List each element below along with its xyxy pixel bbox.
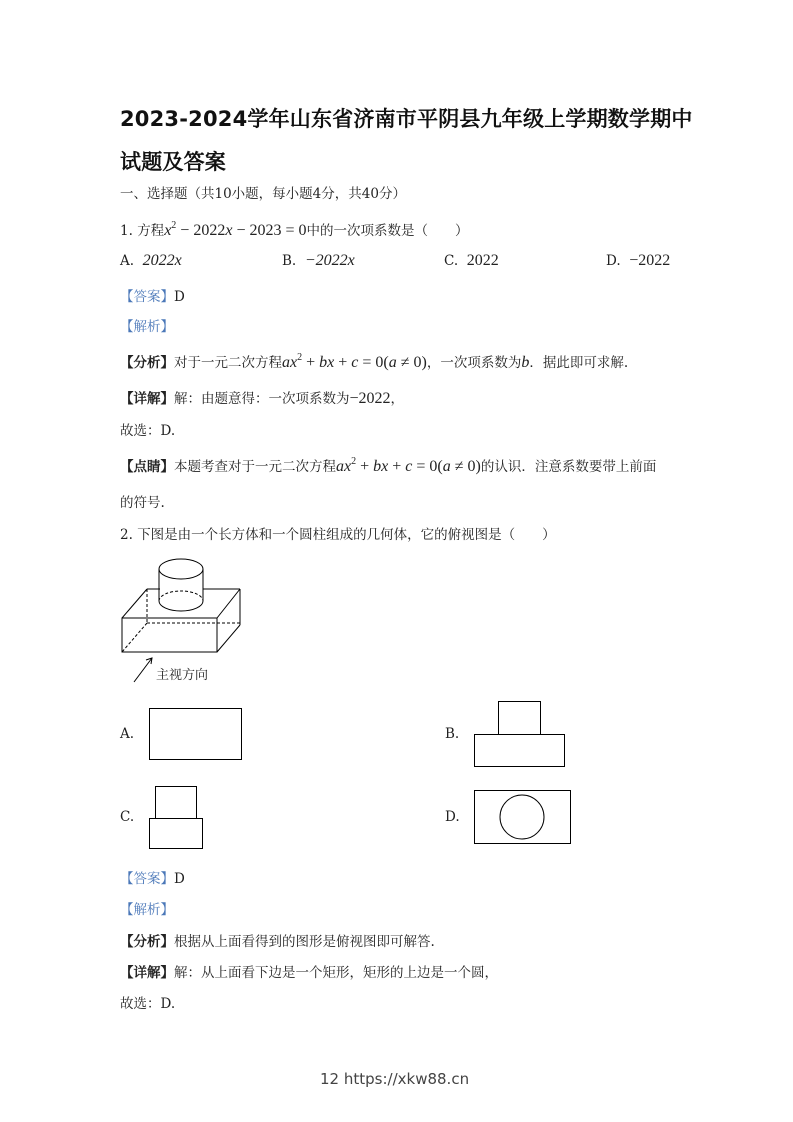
answer-1: 【答案】D bbox=[120, 289, 185, 305]
option-d-figure bbox=[474, 790, 572, 845]
fenxi-2: 【分析】根据从上面看得到的图形是俯视图即可解答. bbox=[120, 934, 435, 950]
doc-title-line2: 试题及答案 bbox=[120, 150, 226, 174]
answer-2: 【答案】D bbox=[120, 871, 185, 887]
option-a-label: A. bbox=[120, 726, 135, 742]
dianjing-1: 【点睛】本题考查对于一元二次方程$ax^2$ + bx + c = 0(a ≠ 0)的认识．注意系数要带上前面 bbox=[120, 456, 657, 475]
question-number: 1. bbox=[120, 223, 133, 239]
option-d-label: D. bbox=[445, 809, 460, 825]
analysis-label-1: 【解析】 bbox=[120, 319, 174, 335]
question-1-stem: 1. 方程$x^2 - 2022x - 2023 = 0$中的一次项系数是（ ） bbox=[120, 220, 469, 239]
fenxi-1: 【分析】对于一元二次方程$ax^2$ + bx + c = 0(a ≠ 0)，一次项系数为b．据此即可求解. bbox=[120, 352, 629, 371]
option-d: D. −2022 bbox=[606, 252, 671, 269]
dianjing-1-cont: 的符号. bbox=[120, 495, 165, 511]
equation: $x^2 - 2022x - 2023 = 0$ bbox=[164, 220, 307, 239]
footer-url[interactable]: https://xkw88.cn bbox=[343, 1070, 470, 1088]
page-footer bbox=[320, 1070, 469, 1088]
option-c-figure bbox=[149, 786, 205, 850]
section-heading: 一、选择题（共10小题，每小题4分，共40分） bbox=[120, 186, 406, 202]
figure-caption: 主视方向 bbox=[156, 668, 209, 683]
option-b-label: B. bbox=[445, 726, 460, 742]
analysis-label-2: 【解析】 bbox=[120, 902, 174, 918]
doc-title-line1: 2023-2024学年山东省济南市平阴县九年级上学期数学期中 bbox=[120, 107, 693, 131]
question-2-stem: 2. 下图是由一个长方体和一个圆柱组成的几何体，它的俯视图是（ ） bbox=[120, 527, 556, 543]
guxuan-2: 故选：D. bbox=[120, 996, 176, 1012]
xiangjie-1: 【详解】解：由题意得：一次项系数为−2022， bbox=[120, 390, 405, 407]
option-c-label: C. bbox=[120, 809, 135, 825]
option-a-figure bbox=[149, 708, 242, 760]
xiangjie-2: 【详解】解：从上面看下边是一个矩形，矩形的上边是一个圆， bbox=[120, 965, 498, 981]
page-number: 12 bbox=[320, 1070, 340, 1088]
option-b-figure bbox=[474, 701, 566, 767]
option-c: C. 2022 bbox=[444, 252, 499, 269]
guxuan-1: 故选：D. bbox=[120, 423, 176, 439]
option-a: A. 2022x bbox=[120, 252, 182, 269]
option-b: B. −2022x bbox=[282, 252, 355, 269]
answer-label: 【答案】 bbox=[120, 289, 174, 305]
